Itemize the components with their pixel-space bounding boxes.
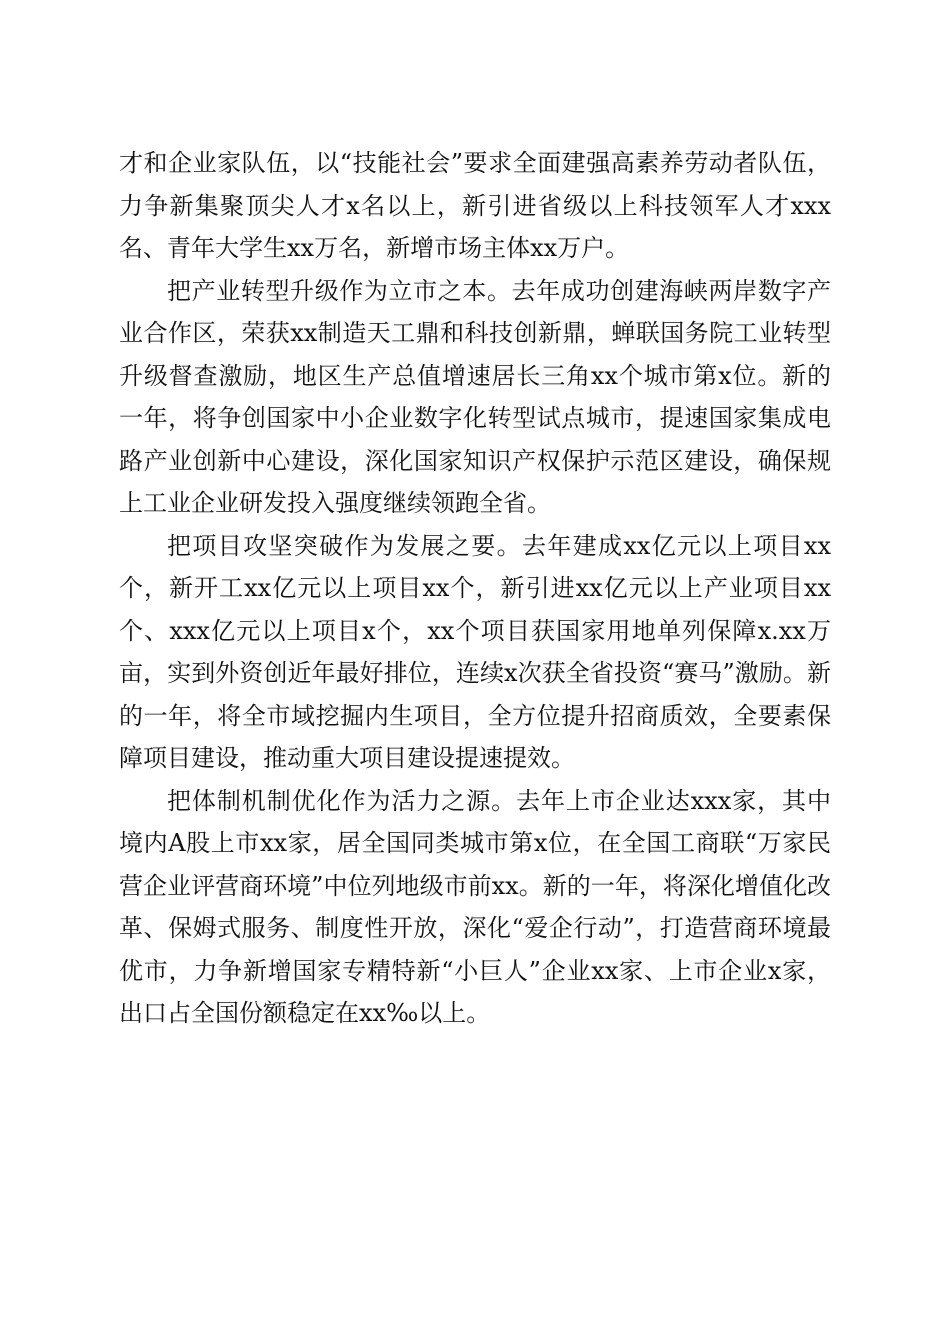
paragraph-industry: 把产业转型升级作为立市之本。去年成功创建海峡两岸数字产业合作区，荣获xx制造天工鼎和科技创新鼎，蝉联国务院工业转型升级督查激励，地区生产总值增速居长三角xx个城市第x位。新的一年，将争创国家中小企业数字化转型试点城市，提速国家集成电路产业创新中心建设，深化国家知识产权保护示范区建设，确保规上工业企业研发投入强度继续领跑全省。 [119, 276, 831, 517]
document-body [119, 142, 831, 1035]
paragraph-institutions: 把体制机制优化作为活力之源。去年上市企业达xxx家，其中境内A股上市xx家，居全国同类城市第x位，在全国工商联“万家民营企业评营商环境”中位列地级市前xx。新的一年，将深化增值化改革、保姆式服务、制度性开放，深化“爱企行动”，打造营商环境最优市，力争新增国家专精特新“小巨人”企业xx家、上市企业x家，出口占全国份额稳定在xx‰以上。 [119, 786, 831, 1027]
paragraph-talent: 才和企业家队伍，以“技能社会”要求全面建强高素养劳动者队伍，力争新集聚顶尖人才x名以上，新引进省级以上科技领军人才xxx名、青年大学生xx万名，新增市场主体xx万户。 [119, 149, 831, 262]
paragraph-projects: 把项目攻坚突破作为发展之要。去年建成xx亿元以上项目xx个，新开工xx亿元以上项目xx个，新引进xx亿元以上产业项目xx个、xxx亿元以上项目x个，xx个项目获国家用地单列保障x.xx万亩，实到外资创近年最好排位，连续x次获全省投资“赛马”激励。新的一年，将全市域挖掘内生项目，全方位提升招商质效，全要素保障项目建设，推动重大项目建设提速提效。 [119, 531, 831, 772]
